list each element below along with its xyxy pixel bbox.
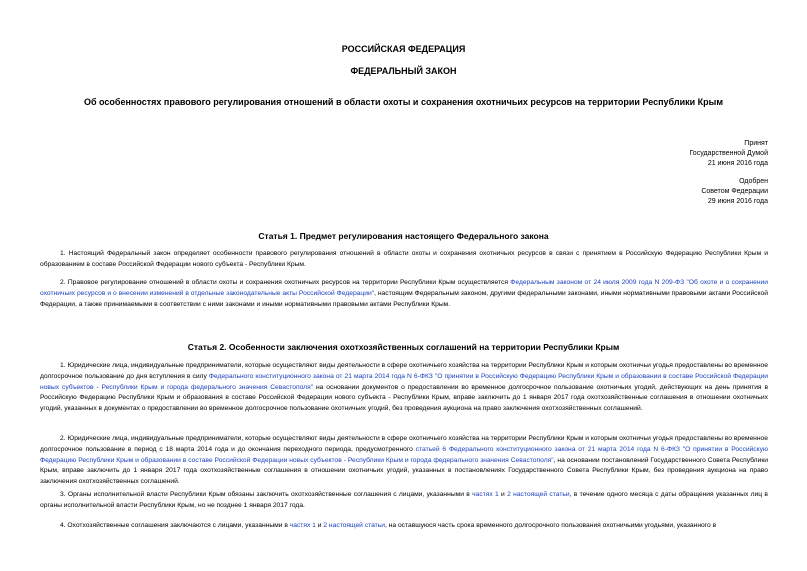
paragraph-text: на основании документов о предоставлении во временное долгосрочное пользование охотничьих угодий, действующих на день принятия в Российскую Федерацию Республики Крым и образования в составе Российской Федерации нового субъекта - Республики Крым, вправе заключить до 1 января 2017 года охотхозяйственные соглашения в отношении охотничьих угодий, указанных в документах о предоставлении во временное долгосрочное пользование охотничьих угодий, без проведения аукциона на право заключения охотхозяйственных соглашений. [40, 383, 768, 413]
document-type-heading: ФЕДЕРАЛЬНЫЙ ЗАКОН [350, 66, 457, 76]
approval-line-2: Советом Федерации [701, 188, 768, 195]
paragraph-text: 2. Правовое регулирование отношений в области охоты и сохранения охотничьих ресурсов на территории Республики Крым осуществляется [60, 279, 511, 286]
adoption-date: 21 июня 2016 года [707, 160, 768, 167]
part-1-link[interactable]: частях 1 [472, 491, 499, 498]
article-1-heading: Статья 1. Предмет регулирования настоящего Федерального закона [258, 231, 549, 241]
paragraph-text: 3. Органы исполнительной власти Республики Крым обязаны заключить охотхозяйственные соглашения с лицами, указанными в [60, 491, 473, 498]
paragraph-text: , на оставшуюся часть срока временного долгосрочного пользования охотничьими угодьями, указанного в [384, 522, 717, 529]
part-1-link[interactable]: частях 1 [289, 522, 316, 529]
article-2-paragraph-3 [40, 490, 768, 512]
part-2-link[interactable]: 2 настоящей статьи [507, 491, 570, 498]
approval-line-1: Одобрен [739, 178, 768, 185]
paragraph-text: 1. Юридические лица, индивидуальные предприниматели, которые осуществляют виды деятельности в сфере охотничьего хозяйства на территории Республики Крым и которым охотничьи угодья предоставлены во временное долгосрочное пользование до дня вступления в силу [40, 362, 768, 380]
part-2-link[interactable]: 2 настоящей статьи [323, 522, 385, 529]
paragraph-text: и [315, 522, 324, 529]
paragraph-text: и [498, 491, 508, 498]
paragraph-text: , на основании постановлений Государственного Совета Республики Крым, вправе заключить до 1 января 2017 года охотхозяйственные соглашения в отношении охотничьих угодий, указанных в постановлениях Государственного Совета Республики Крым, без проведения аукциона на право заключения охотхозяйственных соглашений. [40, 456, 768, 486]
approval-date: 29 июня 2016 года [707, 198, 768, 205]
approval-block [701, 177, 768, 207]
article-2-paragraph-4 [40, 521, 768, 532]
adoption-line-1: Принят [744, 140, 768, 147]
article-1-paragraph-2 [40, 278, 768, 310]
constitutional-law-6-fkz-link[interactable]: Федерального конституционного закона от 21 марта 2014 года N 6-ФКЗ "О принятии в Российскую Федерацию Республики Крым и образовании в составе Российской Федерации новых субъектов - Республики Крым и города федерального значения Севастополя" [40, 372, 769, 391]
paragraph-text: 2. Юридические лица, индивидуальные предприниматели, которые осуществляют виды деятельности в сфере охотничьего хозяйства на территории Республики Крым и которым охотничьи угодья предоставлены во временное долгосрочное пользование в период с 18 марта 2014 года и до окончания переходного периода, предусмотренного [40, 435, 768, 453]
article-2-heading: Статья 2. Особенности заключения охотхозяйственных соглашений на территории Республики Крым [187, 342, 620, 352]
law-title: Об особенностях правового регулирования отношений в области охоты и сохранения охотничьих ресурсов на территории Республики Крым [83, 97, 724, 107]
article-1-paragraph-1: 1. Настоящий Федеральный закон определяет особенности правового регулирования отношений в области охоты и сохранения охотничьих ресурсов в связи с принятием в Российскую Федерацию Республики Крым и образованием в составе Российской Федерации нового субъекта - Республики Крым. [40, 250, 768, 268]
paragraph-text: , настоящим Федеральным законом, другими федеральными законами, иными нормативными правовыми актами Российской Федерации, а также принимаемыми в соответствии с ними законами и иными нормативными правовыми актами Республики Крым. [40, 289, 768, 308]
paragraph-text: 4. Охотхозяйственные соглашения заключаются с лицами, указанными в [60, 522, 290, 529]
article-2-paragraph-2 [40, 434, 768, 488]
federal-law-209-link[interactable]: Федеральным законом от 24 июля 2009 года N 209-ФЗ "Об охоте и о сохранении охотничьих ресурсов и о внесении изменений в отдельные законодательные акты Российской Федерации" [40, 279, 768, 297]
adoption-block [689, 139, 768, 169]
article-6-constitutional-law-link[interactable]: статьей 6 Федерального конституционного закона от 21 марта 2014 года N 6-ФКЗ "О принятии в Российскую Федерацию Республики Крым и образовании в составе Российской Федерации новых субъектов - Республики Крым и города федерального значения Севастополя" [40, 445, 768, 464]
article-2-paragraph-1 [40, 361, 768, 415]
paragraph-text: , в течение одного месяца с даты обращения указанных лиц в органы исполнительной власти Республики Крым, но не позднее 1 января 2017 года. [40, 491, 768, 509]
country-heading: РОССИЙСКАЯ ФЕДЕРАЦИЯ [341, 44, 466, 54]
adoption-line-2: Государственной Думой [689, 150, 768, 157]
